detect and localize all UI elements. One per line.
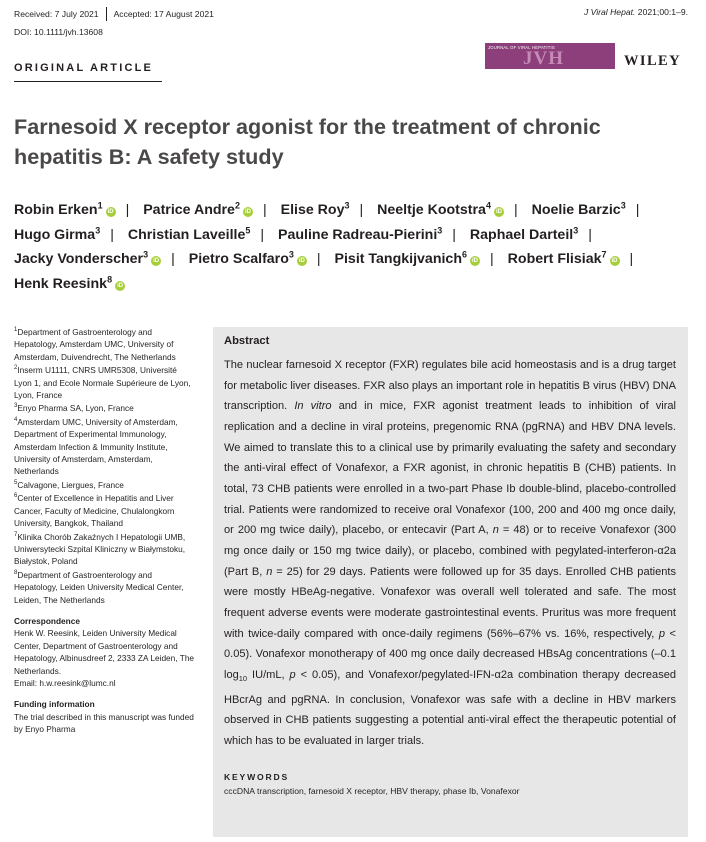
author-affiliation-marker: 8 — [107, 273, 113, 284]
author-affiliation-marker: 6 — [462, 249, 468, 260]
orcid-icon[interactable]: iD — [244, 209, 251, 215]
affiliation-text: Inserm U1111, CNRS UMR5308, Université Lyon 1, and Ecole Normale Supérieure de Lyon, Lyon, France — [14, 365, 191, 401]
journal-logo-mark: JVH — [523, 48, 564, 69]
affiliation-text: Enyo Pharma SA, Lyon, France — [17, 403, 134, 414]
author-separator: | — [490, 251, 494, 267]
affiliation — [14, 479, 196, 491]
affiliation-number: 4 — [14, 417, 18, 424]
author-name: Christian Laveille — [127, 226, 246, 243]
author[interactable] — [377, 202, 504, 218]
correspondence-body: Henk W. Reesink, Leiden University Medical Center, Department of Gastroenterology and Hepatology, Albinusdreef 2, 2333 ZA Leiden, The Netherlands. — [14, 628, 195, 676]
affiliation — [14, 416, 196, 478]
affiliation — [14, 492, 196, 529]
author-separator: | — [452, 226, 456, 243]
accepted-date: Accepted: 17 August 2021 — [113, 9, 214, 19]
author[interactable] — [14, 224, 101, 243]
author-name: Raphael Darteil — [469, 226, 574, 243]
affiliation — [14, 569, 196, 606]
author[interactable] — [143, 202, 253, 218]
abstract-heading: Abstract — [224, 335, 270, 347]
affiliation-number: 2 — [14, 365, 18, 372]
author[interactable] — [508, 251, 620, 267]
author[interactable] — [532, 202, 626, 218]
author-separator: | — [260, 226, 265, 243]
orcid-icon[interactable]: iD — [153, 258, 160, 264]
author-affiliation-marker: 3 — [620, 200, 626, 211]
affiliation-number: 3 — [14, 403, 18, 410]
author-name: Pauline Radreau-Pierini — [278, 226, 438, 243]
author-name: Neeltje Kootstra — [377, 202, 486, 218]
abstract-part: = 48) or to receive Vonafexor (300 mg once daily or 150 mg twice daily), or placebo, combined with pegylated-interferon-α2a (Part B, — [224, 524, 676, 578]
author[interactable] — [189, 251, 307, 267]
affiliation-text: Department of Gastroenterology and Hepatology, Leiden University Medical Center, Leiden, The Netherlands — [14, 569, 184, 605]
abstract-part: = 25) for 29 days. Patients were followed up for 35 days. Enrolled CHB patients were mostly HBeAg-negative. Vonafexor was overall well tolerated and safe. The most frequent adverse events were moderate gastrointestinal events. Pruritus was more frequent with twice-daily compared with once-daily regimens (56%–67% vs. 16%, respectively, — [224, 565, 676, 640]
author-list — [14, 198, 684, 296]
funding-body: The trial described in this manuscript was funded by Enyo Pharma — [14, 711, 194, 735]
author-name: Henk Reesink — [14, 275, 108, 292]
author-name: Patrice Andre — [143, 202, 235, 218]
citation — [584, 7, 688, 17]
abstract-italic: In vitro — [294, 400, 332, 413]
author-separator: | — [316, 251, 321, 267]
author-name: Robert Flisiak — [507, 251, 602, 267]
author-name: Hugo Girma — [14, 226, 96, 243]
author-separator: | — [588, 226, 592, 243]
author-name: Noelie Barzic — [531, 202, 621, 218]
author[interactable] — [281, 202, 350, 218]
author-name: Jacky Vonderscher — [14, 251, 144, 267]
affiliation-number: 6 — [14, 493, 18, 500]
orcid-icon[interactable]: iD — [298, 258, 305, 264]
article-type: ORIGINAL ARTICLE — [14, 62, 154, 74]
author-affiliation-marker: 1 — [97, 200, 103, 211]
affiliation — [14, 364, 196, 401]
abstract-p: p — [289, 668, 296, 681]
author-separator: | — [171, 251, 175, 267]
author-affiliation-marker: 3 — [95, 224, 101, 235]
affiliation-text: Department of Gastroenterology and Hepatology, Amsterdam UMC, University of Amsterdam, Duivendrecht, The Netherlands — [14, 327, 176, 362]
author-separator: | — [629, 251, 634, 267]
affiliation — [14, 402, 196, 414]
author-affiliation-marker: 3 — [288, 249, 294, 260]
orcid-icon[interactable]: iD — [495, 209, 502, 215]
orcid-icon[interactable]: iD — [107, 209, 114, 215]
affiliation — [14, 531, 196, 568]
orcid-icon[interactable]: iD — [117, 282, 124, 289]
header-bar — [14, 7, 688, 23]
author-affiliation-marker: 2 — [234, 200, 240, 211]
journal-name: J Viral Hepat. — [583, 7, 636, 17]
affiliation-text: Calvagone, Liergues, France — [17, 479, 124, 490]
author[interactable] — [335, 251, 480, 267]
author[interactable] — [469, 224, 579, 243]
funding-heading: Funding information — [14, 699, 95, 710]
affiliation-text: Klinika Chorób Zakaźnych I Hepatologii UMB, Uniwersytecki Szpital Kliniczny w Białymstoku, Białystok, Poland — [14, 531, 186, 567]
abstract-log-sub: 10 — [238, 674, 248, 684]
article-title: Farnesoid X receptor agonist for the treatment of chronic hepatitis B: A safety study — [14, 114, 601, 169]
affiliation-number: 8 — [14, 569, 18, 576]
keywords-heading: KEYWORDS — [224, 772, 290, 782]
author-affiliation-marker: 3 — [344, 200, 350, 211]
affiliation — [14, 326, 196, 363]
author-name: Elise Roy — [280, 202, 345, 218]
author-separator: | — [110, 226, 114, 243]
abstract-text — [224, 355, 676, 752]
author[interactable] — [278, 224, 443, 243]
abstract-part: IU/mL, — [247, 668, 290, 681]
abstract-part: The nuclear farnesoid X receptor (FXR) regulates bile acid homeostasis and is a drug target for metabolic liver diseases. FXR also plays an important role in hepatitis B virus (HBV) DNA transcription. — [224, 359, 676, 413]
author-name: Robin Erken — [14, 202, 98, 218]
abstract-part: < 0.05), and Vonafexor/pegylated-IFN-α2a combination therapy decreased HBcrAg and pgRNA. In conclusion, Vonafexor was safe with a decline in HBV markers observed in CHB patients suggesting a potential anti-viral effect the therapeutic potential of which has to be evaluated in larger trials. — [224, 668, 677, 748]
author[interactable] — [14, 273, 125, 292]
author[interactable] — [14, 202, 116, 218]
journal-logo[interactable] — [485, 43, 615, 69]
author-affiliation-marker: 4 — [485, 200, 491, 211]
author-separator: | — [262, 202, 267, 218]
affiliation-number: 7 — [14, 531, 18, 538]
divider — [106, 7, 107, 21]
author-affiliation-marker: 7 — [601, 249, 607, 260]
affiliation-number: 1 — [14, 327, 18, 334]
author-affiliation-marker: 3 — [573, 224, 579, 235]
orcid-icon[interactable]: iD — [611, 258, 618, 264]
author-name: Pisit Tangkijvanich — [334, 251, 462, 267]
dates — [14, 7, 214, 21]
affiliation-text: Center of Excellence in Hepatitis and Liver Cancer, Faculty of Medicine, Chulalongkorn University, Bangkok, Thailand — [14, 493, 175, 529]
abstract-n: n — [492, 524, 499, 537]
journal-logo-small-text: JOURNAL OF VIRAL HEPATITIS — [488, 45, 555, 50]
received-date: Received: 7 July 2021 — [14, 9, 99, 19]
author-separator: | — [635, 202, 640, 218]
author-affiliation-marker: 3 — [437, 224, 443, 235]
article-type-rule — [14, 81, 162, 82]
abstract-box — [213, 327, 688, 837]
abstract-part: and in mice, FXR agonist treatment leads to inhibition of viral replication and a decline in viral proteins, pregenomic RNA (pgRNA) and HBV DNA levels. We aimed to translate this to a clinical use by primarily evaluating the safety and secondary the anti-viral effect of Vonafexor, a FXR agonist, in chronic hepatitis B (CHB) patients. In total, 73 CHB patients were enrolled in a two-part Phase Ib double-blind, placebo-controlled trial. Patients were randomized to receive oral Vonafexor (100, 200 and 400 mg once daily, or 200 mg twice daily), placebo, or entecavir (Part A, — [224, 400, 677, 537]
abstract-part: < 0.05). Vonafexor monotherapy of 400 mg once daily decreased HBsAg concentrations (–0.1 log — [224, 627, 676, 681]
publisher-logo[interactable]: WILEY — [624, 53, 681, 69]
author-separator: | — [513, 202, 518, 218]
author[interactable] — [14, 251, 161, 267]
citation-volume: 2021;00:1–9. — [635, 7, 688, 17]
doi[interactable]: DOI: 10.1111/jvh.13608 — [14, 27, 103, 37]
abstract-p: p — [658, 627, 666, 640]
author-affiliation-marker: 3 — [143, 249, 149, 260]
author-separator: | — [125, 202, 130, 218]
author-separator: | — [359, 202, 364, 218]
sidebar — [14, 326, 196, 736]
orcid-icon[interactable]: iD — [472, 258, 479, 264]
abstract-n: n — [266, 565, 273, 578]
affiliation-text: Amsterdam UMC, University of Amsterdam, Department of Experimental Immunology, Amsterdam Infection & Immunity Institute, University of Amsterdam, Amsterdam, Netherlands — [14, 416, 178, 477]
author-name: Pietro Scalfaro — [188, 251, 289, 267]
correspondence-heading: Correspondence — [14, 615, 80, 626]
affiliation-list — [14, 326, 196, 606]
correspondence-email[interactable]: Email: h.w.reesink@lumc.nl — [14, 677, 116, 688]
affiliation-number: 5 — [14, 480, 18, 487]
author[interactable] — [127, 224, 251, 243]
keywords-text: cccDNA transcription, farnesoid X receptor, HBV therapy, phase Ib, Vonafexor — [224, 786, 520, 796]
author-affiliation-marker: 5 — [245, 224, 251, 235]
